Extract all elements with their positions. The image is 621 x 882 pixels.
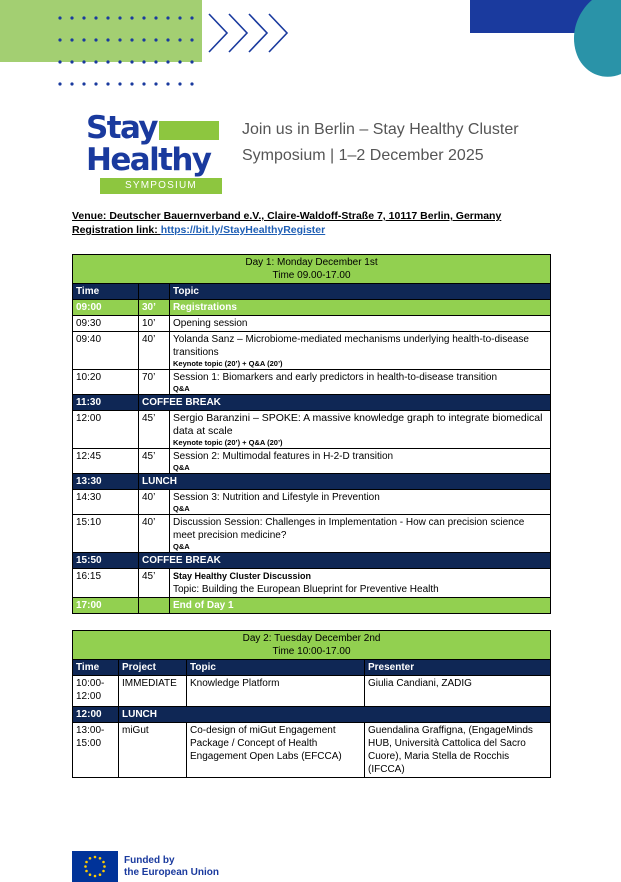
row-topic-cell: [170, 490, 551, 515]
day2-title: Day 2: Tuesday December 2nd: [242, 633, 381, 644]
row-time: 14:30: [73, 490, 139, 515]
table-row: [73, 370, 551, 395]
row-topic: End of Day 1: [170, 598, 551, 614]
row-presenter: Giulia Candiani, ZADIG: [365, 676, 551, 707]
day2-time: Time 10:00-17.00: [272, 646, 351, 657]
table-row: [73, 553, 551, 569]
logo-symposium-label: SYMPOSIUM: [100, 178, 222, 194]
row-time: 13:00-15:00: [73, 723, 119, 778]
stay-healthy-logo: [86, 112, 226, 200]
row-time: 12:00: [73, 411, 139, 449]
day2-header: [73, 631, 551, 660]
row-topic-note: Q&A: [173, 542, 190, 551]
col-time: Time: [73, 660, 119, 676]
row-project: miGut: [119, 723, 187, 778]
eu-flag-icon: [72, 851, 118, 882]
row-duration: [139, 598, 170, 614]
row-topic-note: Keynote topic (20’) + Q&A (20’): [173, 359, 283, 368]
row-time: 11:30: [73, 395, 139, 411]
row-topic: COFFEE BREAK: [139, 395, 551, 411]
row-topic-cell: [170, 332, 551, 370]
venue-info: [72, 209, 501, 237]
row-time: 09:40: [73, 332, 139, 370]
day1-title: Day 1: Monday December 1st: [245, 257, 378, 268]
row-duration: 45’: [139, 449, 170, 474]
headline-line-2: Symposium | 1–2 December 2025: [242, 147, 484, 164]
table-row: [73, 449, 551, 474]
registration-line: [72, 223, 501, 237]
row-time: 17:00: [73, 598, 139, 614]
row-topic-note: Keynote topic (20’) + Q&A (20’): [173, 438, 283, 447]
row-topic: Discussion Session: Challenges in Implementation - How can precision science meet precision medicine?: [173, 517, 525, 541]
col-presenter: Presenter: [365, 660, 551, 676]
row-topic: Knowledge Platform: [187, 676, 365, 707]
row-topic: Session 2: Multimodal features in H-2-D transition: [173, 451, 394, 462]
day1-schedule-table: [72, 254, 551, 614]
row-presenter: Guendalina Graffigna, (EngageMinds HUB, Università Cattolica del Sacro Cuore), Maria Stella de Rocchis (IFCCA): [365, 723, 551, 778]
funded-line-2: the European Union: [124, 867, 219, 878]
row-topic-cell: [170, 370, 551, 395]
row-time: 15:50: [73, 553, 139, 569]
row-topic: Co-design of miGut Engagement Package / Concept of Health Engagement Open Labs (EFCCA): [187, 723, 365, 778]
day1-column-headers: [73, 284, 551, 300]
decorative-dot-grid: [58, 16, 208, 90]
day2-column-headers: [73, 660, 551, 676]
row-time: 12:00: [73, 707, 119, 723]
row-topic: Yolanda Sanz – Microbiome-mediated mechanisms underlying health-to-disease transitions: [173, 334, 529, 358]
row-topic-note: Q&A: [173, 504, 190, 513]
row-time: 13:30: [73, 474, 139, 490]
decorative-chevrons: [205, 8, 300, 58]
row-time: 09:00: [73, 300, 139, 316]
row-topic-cell: [170, 411, 551, 449]
row-duration: 40’: [139, 332, 170, 370]
venue-text: Venue: Deutscher Bauernverband e.V., Claire-Waldoff-Straße 7, 10117 Berlin, Germany: [72, 210, 502, 222]
table-row: [73, 332, 551, 370]
table-row: [73, 411, 551, 449]
table-row: [73, 300, 551, 316]
row-time: 10:20: [73, 370, 139, 395]
table-row: [73, 515, 551, 553]
row-topic: Sergio Baranzini – SPOKE: A massive knowledge graph to integrate biomedical data at scale: [173, 412, 543, 437]
funded-line-1: Funded by: [124, 855, 175, 866]
row-topic-cell: [170, 449, 551, 474]
table-row: [73, 316, 551, 332]
registration-link[interactable]: https://bit.ly/StayHealthyRegister: [160, 224, 326, 236]
table-row: [73, 707, 551, 723]
row-topic: LUNCH: [119, 707, 551, 723]
table-row: [73, 723, 551, 778]
row-duration: 45’: [139, 569, 170, 598]
table-row: [73, 598, 551, 614]
row-topic: Session 3: Nutrition and Lifestyle in Prevention: [173, 492, 380, 503]
row-time: 16:15: [73, 569, 139, 598]
logo-green-bar: [159, 121, 219, 140]
headline: [242, 117, 562, 169]
row-project: IMMEDIATE: [119, 676, 187, 707]
headline-line-1: Join us in Berlin – Stay Healthy Cluster: [242, 121, 519, 138]
logo-word-healthy: Healthy: [86, 142, 211, 178]
row-topic: Topic: Building the European Blueprint for Preventive Health: [173, 584, 439, 595]
col-topic: Topic: [170, 284, 551, 300]
day1-header: [73, 255, 551, 284]
row-topic: LUNCH: [139, 474, 551, 490]
table-row: [73, 490, 551, 515]
registration-label: Registration link:: [72, 224, 161, 236]
logo-word-stay: Stay: [86, 110, 157, 146]
row-topic: COFFEE BREAK: [139, 553, 551, 569]
day2-schedule-table: [72, 630, 551, 778]
row-topic-heading: Stay Healthy Cluster Discussion: [173, 571, 312, 581]
row-time: 10:00-12:00: [73, 676, 119, 707]
col-project: Project: [119, 660, 187, 676]
row-duration: 40’: [139, 515, 170, 553]
col-topic: Topic: [187, 660, 365, 676]
col-duration: [139, 284, 170, 300]
row-topic-cell: [170, 569, 551, 598]
row-time: 15:10: [73, 515, 139, 553]
col-time: Time: [73, 284, 139, 300]
row-time: 09:30: [73, 316, 139, 332]
row-duration: 30’: [139, 300, 170, 316]
table-row: [73, 676, 551, 707]
table-row: [73, 395, 551, 411]
row-duration: 45’: [139, 411, 170, 449]
row-duration: 10’: [139, 316, 170, 332]
row-topic: Opening session: [170, 316, 551, 332]
row-duration: 40’: [139, 490, 170, 515]
table-row: [73, 569, 551, 598]
table-row: [73, 474, 551, 490]
day1-time: Time 09.00-17.00: [272, 270, 351, 281]
row-topic: Session 1: Biomarkers and early predictors in health-to-disease transition: [173, 372, 498, 383]
row-topic-note: Q&A: [173, 463, 190, 472]
funded-by-eu: [124, 855, 219, 879]
row-topic-note: Q&A: [173, 384, 190, 393]
row-duration: 70’: [139, 370, 170, 395]
decorative-teal-shape: [570, 0, 621, 80]
row-topic-cell: [170, 515, 551, 553]
row-topic: Registrations: [170, 300, 551, 316]
row-time: 12:45: [73, 449, 139, 474]
